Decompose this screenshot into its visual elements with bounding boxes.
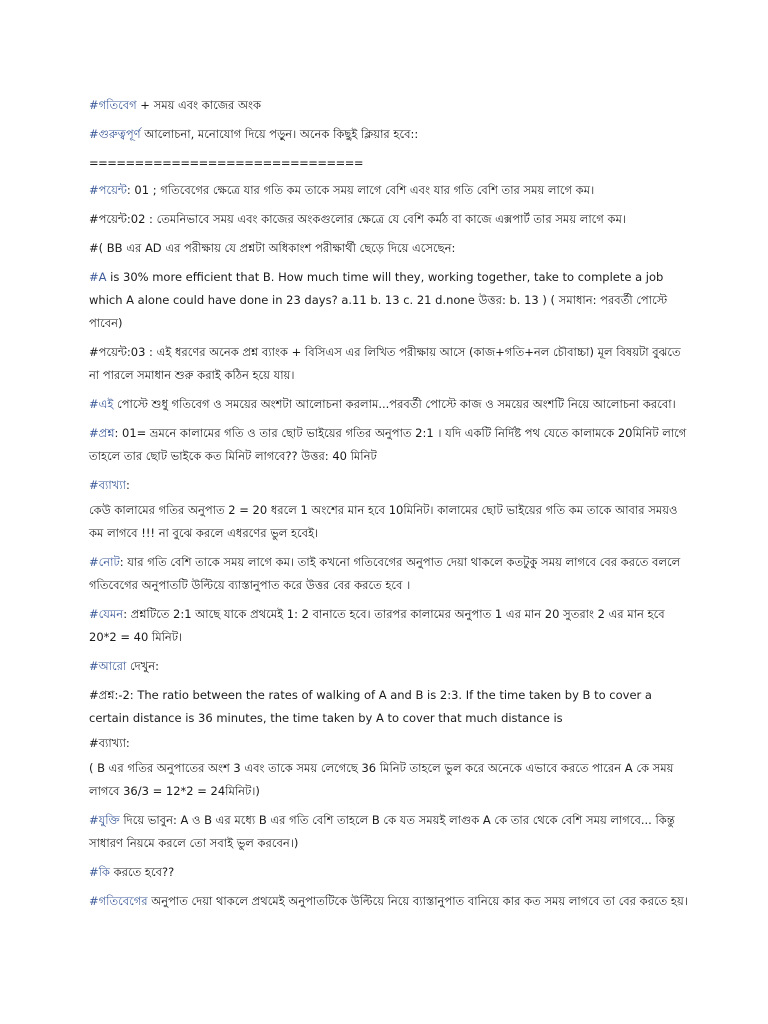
paragraph-point-3: #পয়েন্ট:03 : এই ধরণের অনেক প্রশ্ন ব্যাংক + বিসিএস এর লিখিত পরীক্ষায় আসে (কাজ+গতি+নল চৌবাচ্চা) মূল বিষয়টা বুঝতে না পারলে সমাধান শুরু করাই কঠিন হয়ে যায়। xyxy=(89,345,681,382)
paragraph-explanation-heading xyxy=(89,474,689,497)
paragraph-text: : 01= ভ্রমনে কালামের গতি ও তার ছোট ভাইয়ের গতির অনুপাত 2:1 । যদি একটি নির্দিষ্ট পথ যেতে কালামকে 20মিনিট লাগে তাহলে তার ছোট ভাইকে কত মিনিট লাগবে?? উত্তর: 40 মিনিট xyxy=(89,426,687,463)
paragraph-conclusion xyxy=(89,890,689,913)
hashtag-link[interactable]: #প্রশ্ন xyxy=(89,426,115,440)
paragraph-text: দিয়ে ভাবুন: A ও B এর মধ্যে B এর গতি বেশি তাহলে B কে যত সময়ই লাগুক A কে তার থেকে বেশি সময় লাগবে... কিন্তু সাধারণ নিয়মে করলে তো সবাই ভুল করবেন।) xyxy=(89,813,675,850)
paragraph-see-more xyxy=(89,655,689,678)
paragraph-text: : যার গতি বেশি তাকে সময় লাগে কম। তাই কখনো গতিবেগের অনুপাত দেয়া থাকলে কতটুকু সময় লাগবে বের করতে বললে গতিবেগের অনুপাতটি উল্টিয়ে ব্যাস্তানুপাত করে উত্তর বের করতে হবে । xyxy=(89,555,681,592)
paragraph-note xyxy=(89,551,689,597)
paragraph-point-1 xyxy=(89,179,689,202)
paragraph-explanation-2: ( B এর গতির অনুপাতের অংশ 3 এবং তাকে সময় লেগেছে 36 মিনিট তাহলে ভুল করে অনেকে এভাবে করতে পারেন A কে সময় লাগবে 36/3 = 12*2 = 24মিনিট।) xyxy=(89,761,674,798)
paragraph-intro xyxy=(89,123,689,146)
paragraph-example xyxy=(89,603,689,649)
paragraph-point-2: #পয়েন্ট:02 : তেমনিভাবে সময় এবং কাজের অংকগুলোর ক্ষেত্রে যে বেশি কর্মঠ বা কাজে এক্সপার্ট তার সময় লাগে কম। xyxy=(89,212,627,226)
separator-line: ============================== xyxy=(89,156,364,170)
paragraph-what-to-do xyxy=(89,861,689,884)
paragraph-logic xyxy=(89,809,689,855)
hashtag-link[interactable]: #গতিবেগ xyxy=(89,98,137,112)
hashtag-link[interactable]: #যুক্তি xyxy=(89,813,120,827)
hashtag-link[interactable]: #গতিবেগের xyxy=(89,894,148,908)
paragraph-title xyxy=(89,94,689,117)
paragraph-text: আলোচনা, মনোযোগ দিয়ে পড়ুন। অনেক কিছুই ক্লিয়ার হবে:: xyxy=(140,127,419,141)
paragraph-explanation-2-heading: #ব্যাখ্যা: xyxy=(89,736,130,750)
hashtag-link[interactable]: #আরো xyxy=(89,659,127,673)
hashtag-link[interactable]: #ব্যাখ্যা xyxy=(89,478,126,492)
hashtag-link[interactable]: #এই xyxy=(89,397,114,411)
paragraph-text: + সময় এবং কাজের অংক xyxy=(136,98,261,112)
paragraph-text: অনুপাত দেয়া থাকলে প্রথমেই অনুপাতটিকে উল্টিয়ে নিয়ে ব্যাস্তানুপাত বানিয়ে কার কত সময় লাগবে তা বের করতে হয়। xyxy=(147,894,688,908)
paragraph-text: is 30% more efficient that B. How much time will they, working together, take to complete a job which A alone could have done in 23 days? a.11 b. 13 c. 21 d.none উত্তর: b. 13 ) ( সমাধান: পরবর্তী পোস্টে পাবেন) xyxy=(89,270,668,330)
paragraph-question-1 xyxy=(89,422,689,468)
paragraph-this-post xyxy=(89,393,689,416)
paragraph-text: দেখুন: xyxy=(126,659,159,673)
hashtag-link[interactable]: #যেমন xyxy=(89,607,124,621)
hashtag-link[interactable]: #গুরুত্বপূর্ণ xyxy=(89,127,141,141)
post-body xyxy=(89,94,689,919)
paragraph-text: : xyxy=(125,478,130,492)
hashtag-link[interactable]: #পয়েন্ট xyxy=(89,183,127,197)
paragraph-text: : 01 ; গতিবেগের ক্ষেত্রে যার গতি কম তাকে সময় লাগে বেশি এবং যার গতি বেশি তার সময় লাগে কম। xyxy=(126,183,595,197)
hashtag-link[interactable]: #কি xyxy=(89,865,110,879)
paragraph-text: পোস্টে শুধু গতিবেগ ও সময়ের অংশটা আলোচনা করলাম...পরবর্তী পোস্টে কাজ ও সময়ের অংশটি নিয়ে আলোচনা করবো। xyxy=(113,397,676,411)
hashtag-link[interactable]: #নোট xyxy=(89,555,120,569)
paragraph-bb-ad: #( BB এর AD এর পরীক্ষায় যে প্রশ্নটা অধিকাংশ পরীক্ষার্থী ছেড়ে দিয়ে এসেছেন: xyxy=(89,241,456,255)
paragraph-text: : প্রশ্নটিতে 2:1 আছে যাকে প্রথমেই 1: 2 বানাতে হবে। তারপর কালামের অনুপাত 1 এর মান 20 সুতরাং 2 এর মান হবে 20*2 = 40 মিনিট। xyxy=(89,607,665,644)
paragraph-explanation-1: কেউ কালামের গতির অনুপাত 2 = 20 ধরলে 1 অংশের মান হবে 10মিনিট। কালামের ছোট ভাইয়ের গতি কম তাকে আবার সময়ও কম লাগবে !!! না বুঝে করলে এধরণের ভুল হবেই। xyxy=(89,503,678,540)
paragraph-question-2: #প্রশ্ন:-2: The ratio between the rates of walking of A and B is 2:3. If the time taken by B to cover a certain distance is 36 minutes, the time taken by A to cover that much distance is xyxy=(89,688,652,725)
paragraph-text: করতে হবে?? xyxy=(109,865,175,879)
hashtag-link[interactable]: #A xyxy=(89,270,107,284)
paragraph-question-efficiency xyxy=(89,266,689,335)
